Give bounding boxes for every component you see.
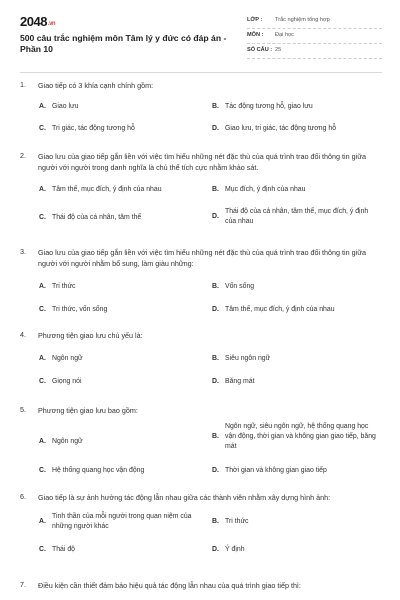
question-number: 7.	[20, 580, 26, 589]
question-text: Giao lưu của giao tiếp gắn liền với việc tìm hiểu những nét đặc thù của quá trình trao đổi thông tin giữa người với người trong danh nghĩa là chủ thể tích cực nhằm khảo sát.	[38, 152, 367, 172]
question-number: 2.	[20, 151, 26, 160]
option-letter: B.	[212, 186, 219, 193]
option-text: Giao lưu	[52, 103, 79, 110]
document-header	[20, 14, 382, 68]
question-text: Giao tiếp là sự ảnh hưởng tác động lẫn nhau giữa các thành viên nhằm xây dựng hình ảnh:	[38, 493, 331, 502]
option-text: Thái độ của cá nhân, tâm thế	[52, 214, 142, 221]
question-text: Giao lưu của giao tiếp gắn liền với việc tìm hiểu những nét đặc thù của quá trình trao đổi thông tin giữa người với người nhằm bổ sung, làm giàu những:	[38, 248, 367, 268]
option-text: Tác động tương hỗ, giao lưu	[225, 103, 313, 110]
meta-row-count	[247, 44, 382, 59]
option-letter: A.	[39, 355, 46, 362]
option-text: Hệ thống quang học vận động	[52, 467, 145, 474]
option-b[interactable]	[212, 422, 376, 452]
option-letter: A.	[39, 438, 46, 445]
option-text: Siêu ngôn ngữ	[225, 355, 271, 362]
option-text: Băng mát	[225, 378, 255, 385]
question-text: Phương tiện giao lưu bao gồm:	[38, 406, 138, 415]
question-number: 6.	[20, 492, 26, 501]
option-letter: B.	[212, 518, 219, 525]
option-letter: B.	[212, 103, 219, 110]
question-number: 5.	[20, 405, 26, 414]
option-letter: C.	[39, 214, 46, 221]
option-letter: C.	[39, 378, 46, 385]
option-letter: D.	[212, 213, 219, 220]
question-number: 1.	[20, 80, 26, 89]
option-letter: B.	[212, 433, 219, 440]
option-text: Giọng nói	[52, 378, 82, 385]
option-text: Thái độ của cá nhân, tâm thế, mục đích, ý định của nhau	[225, 208, 369, 225]
option-text: Thái độ	[52, 546, 75, 553]
option-letter: C.	[39, 125, 46, 132]
option-letter: A.	[39, 518, 46, 525]
option-d[interactable]	[212, 207, 372, 227]
site-logo[interactable]	[20, 14, 55, 29]
option-letter: D.	[212, 125, 219, 132]
option-letter: C.	[39, 546, 46, 553]
option-text: Ngôn ngữ, siêu ngôn ngữ, hệ thống quang học vận động, thời gian và không gian giao tiếp, băng mát	[225, 423, 376, 450]
option-text: Giao lưu, tri giác, tác động tương hỗ	[225, 125, 337, 132]
option-text: Ý định	[225, 546, 245, 553]
option-text: Tâm thế, mục đích, ý định của nhau	[52, 186, 162, 193]
option-letter: C.	[39, 467, 46, 474]
option-text: Thời gian và không gian giao tiếp	[225, 467, 327, 474]
option-a[interactable]	[39, 512, 199, 532]
option-text: Tri giác, tác động tương hỗ	[52, 125, 135, 132]
option-letter: B.	[212, 283, 219, 290]
option-text: Mục đích, ý định của nhau	[225, 186, 306, 193]
question-text: Điều kiện cần thiết đảm bảo hiệu quả tác động lẫn nhau của quá trình giao tiếp thì:	[38, 581, 301, 590]
question-number: 4.	[20, 330, 26, 339]
option-text: Vốn sống	[225, 283, 255, 290]
meta-value: 25	[275, 47, 282, 53]
option-text: Tri thức	[225, 518, 249, 525]
option-text: Tâm thế, mục đích, ý định của nhau	[225, 306, 335, 313]
option-letter: A.	[39, 283, 46, 290]
question-text: Phương tiện giao lưu chủ yếu là:	[38, 331, 143, 340]
meta-label: LỚP :	[247, 17, 263, 23]
header-divider	[20, 72, 382, 73]
option-text: Tinh thần của mỗi người trong quan niệm của những người khác	[52, 513, 192, 530]
document-title: 500 câu trắc nghiệm môn Tâm lý y đức có đáp án - Phần 10	[20, 33, 227, 54]
option-letter: D.	[212, 467, 219, 474]
option-letter: A.	[39, 103, 46, 110]
meta-label: SỐ CÂU :	[247, 47, 273, 53]
option-letter: D.	[212, 306, 219, 313]
meta-label: MÔN :	[247, 32, 264, 38]
logo-suffix: .vn	[47, 21, 56, 27]
meta-row-subject	[247, 29, 382, 44]
option-text: Tri thức	[52, 283, 76, 290]
document-meta	[247, 14, 382, 59]
option-letter: D.	[212, 378, 219, 385]
logo-text: 2048	[20, 14, 47, 29]
option-letter: B.	[212, 355, 219, 362]
option-text: Tri thức, vốn sống	[52, 306, 108, 313]
option-text: Ngôn ngữ	[52, 438, 83, 445]
meta-value: Đại học	[275, 32, 294, 38]
option-letter: C.	[39, 306, 46, 313]
option-letter: A.	[39, 186, 46, 193]
meta-row-class	[247, 14, 382, 29]
option-letter: D.	[212, 546, 219, 553]
option-text: Ngôn ngữ	[52, 355, 83, 362]
meta-value: Trắc nghiệm tổng hợp	[275, 17, 330, 23]
question-number: 3.	[20, 247, 26, 256]
question-text: Giao tiếp có 3 khía cạnh chính gồm:	[38, 81, 154, 90]
